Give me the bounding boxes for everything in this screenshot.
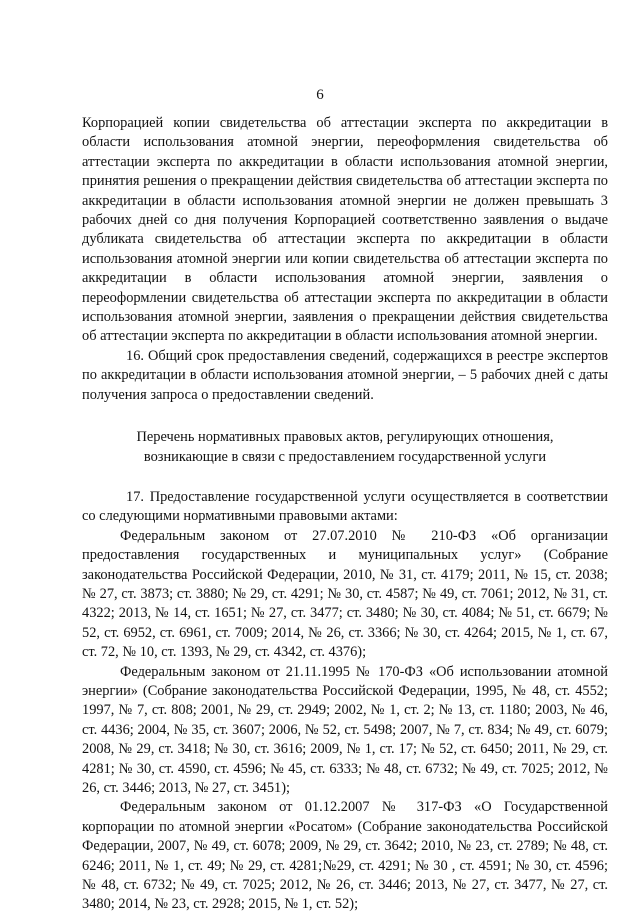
section-heading-line-1: Перечень нормативных правовых актов, регулирующих отношения, bbox=[136, 429, 554, 446]
paragraph-16: 16. Общий срок предоставления сведений, содержащихся в реестре экспертов по аккредитации в области использования атомной энергии, – 5 рабочих дней с даты получения запроса о предоставлении сведений. bbox=[82, 347, 608, 403]
law-317-fz: Федеральным законом от 01.12.2007 № 317-ФЗ «О Государственной корпорации по атомной энергии «Росатом» (Собрание законодательства Российской Федерации, 2007, № 49, ст. 6078; 2009, № 29, ст. 3642; 2010, № 23, ст. 2789; № 48, ст. 6246; 2011, № 1, ст. 49; № 29, ст. 4281;№29, ст. 4291; № 30 , ст. 4591; № 30, ст. 4596; № 48, ст. 6732; № 49, ст. 7025; 2012, № 26, ст. 3446; 2013, № 27, ст. 3477, № 27, ст. 3480; 2014, № 23, ст. 2928; 2015, № 1, ст. 52); bbox=[82, 799, 608, 913]
law-170-fz: Федеральным законом от 21.11.1995 № 170-ФЗ «Об использовании атомной энергии» (Собрание законодательства Российской Федерации, 1995, № 48, ст. 4552; 1997, № 7, ст. 808; 2001, № 29, ст. 2949; 2002, № 1, ст. 2; № 13, ст. 1180; 2003, № 46, ст. 4436; 2004, № 35, ст. 3607; 2006, № 52, ст. 5498; 2007, № 7, ст. 834; № 49, ст. 6079; 2008, № 29, ст. 3418; № 30, ст. 3616; 2009, № 1, ст. 17; № 52, ст. 6450; 2011, № 29, ст. 4281; № 30, ст. 4590, ст. 4596; № 45, ст. 6333; № 48, ст. 6732; № 49, ст. 7025; 2012, № 26, ст. 3446; 2013, № 27, ст. 3451); bbox=[82, 663, 608, 796]
document-body bbox=[82, 114, 608, 915]
section-heading bbox=[82, 428, 608, 467]
section-heading-line-2: возникающие в связи с предоставлением государственной услуги bbox=[143, 448, 547, 465]
page-number: 6 bbox=[316, 87, 324, 103]
paragraph-continuation: Корпорацией копии свидетельства об аттестации эксперта по аккредитации в области использования атомной энергии, переоформления свидетельства об аттестации эксперта по аккредитации в области использования атомной энергии, принятия решения о прекращении действия свидетельства об аттестации эксперта по аккредитации в области использования атомной энергии не должен превышать 3 рабочих дней со дня получения Корпорацией соответственно заявления о выдаче дубликата свидетельства об аттестации эксперта по аккредитации в области использования атомной энергии или копии свидетельства об аттестации эксперта по аккредитации в области использования атомной энергии, заявления о переоформлении свидетельства об аттестации эксперта по аккредитации в области использования атомной энергии, заявления о прекращении действия свидетельства об аттестации эксперта по аккредитации в области использования атомной энергии. bbox=[82, 115, 608, 345]
paragraph-17: 17. Предоставление государственной услуги осуществляется в соответствии со следующими нормативными правовыми актами: bbox=[82, 488, 608, 525]
law-210-fz: Федеральным законом от 27.07.2010 № 210-ФЗ «Об организации предоставления государственных и муниципальных услуг» (Собрание законодательства Российской Федерации, 2010, № 31, ст. 4179; 2011, № 15, ст. 2038; № 27, ст. 3873; ст. 3880; № 29, ст. 4291; № 30, ст. 4587; № 49, ст. 7061; 2012, № 31, ст. 4322; 2013, № 14, ст. 1651; № 27, ст. 3477; ст. 3480; № 30, ст. 4084; № 51, ст. 6679; № 52, ст. 6952, ст. 6961, ст. 7009; 2014, № 26, ст. 3366; № 30, ст. 4264; 2015, № 1, ст. 67, ст. 72, № 10, ст. 1393, № 29, ст. 4342, ст. 4376); bbox=[82, 527, 608, 661]
